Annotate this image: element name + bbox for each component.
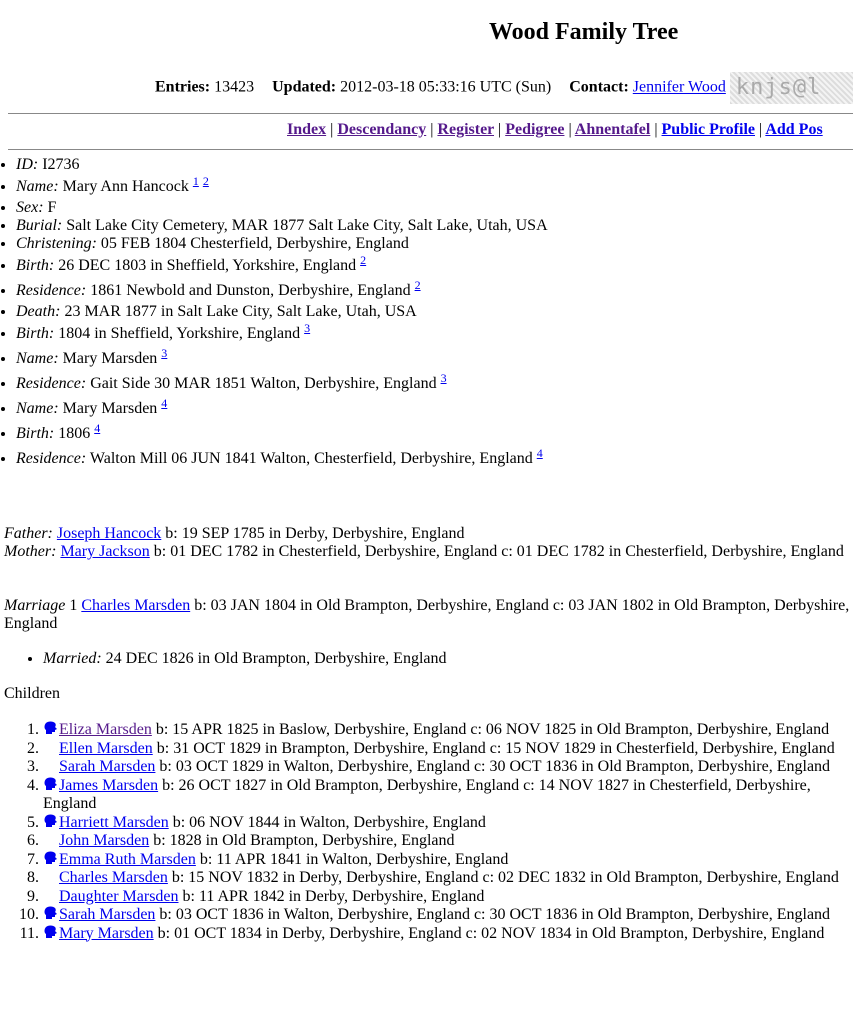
fact-item — [16, 217, 548, 235]
child-details: b: 03 OCT 1836 in Walton, Derbyshire, England c: 30 OCT 1836 in Old Brampton, Derbyshire, England — [155, 906, 831, 923]
child-details: b: 03 OCT 1829 in Walton, Derbyshire, England c: 30 OCT 1836 in Old Brampton, Derbyshire, England — [155, 758, 831, 775]
marriage-row — [4, 597, 853, 633]
source-citation-link[interactable]: 2 — [360, 253, 367, 267]
fact-label: Residence: — [16, 375, 87, 392]
divider — [8, 149, 853, 150]
nav-add-pos[interactable]: Add Pos — [765, 121, 823, 138]
person-silhouette-icon[interactable] — [43, 906, 59, 920]
fact-value: 26 DEC 1803 in Sheffield, Yorkshire, England — [54, 257, 361, 274]
nav-public-profile[interactable]: Public Profile — [661, 121, 755, 138]
fact-value: Walton Mill 06 JUN 1841 Walton, Chesterfield, Derbyshire, England — [86, 450, 537, 467]
divider — [8, 113, 853, 114]
child-details: b: 15 APR 1825 in Baslow, Derbyshire, England c: 06 NOV 1825 in Old Brampton, Derbyshire, England — [151, 721, 830, 738]
fact-label: Sex: — [16, 199, 44, 216]
mother-details: b: 01 DEC 1782 in Chesterfield, Derbyshire, England c: 01 DEC 1782 in Chesterfield, Derbyshire, England — [149, 543, 844, 560]
fact-label: Residence: — [16, 282, 87, 299]
fact-value: Salt Lake City Cemetery, MAR 1877 Salt Lake City, Salt Lake, Utah, USA — [62, 217, 548, 234]
child-details: b: 15 NOV 1832 in Derby, Derbyshire, England c: 02 DEC 1832 in Old Brampton, Derbyshire, England — [167, 869, 839, 886]
child-link[interactable]: James Marsden — [59, 776, 159, 794]
child-item — [43, 906, 853, 925]
updated-label: Updated: — [272, 78, 337, 96]
source-citation-link[interactable]: 4 — [94, 421, 101, 435]
fact-label: Residence: — [16, 450, 87, 467]
nav-register[interactable]: Register — [437, 121, 494, 138]
married-value: 24 DEC 1826 in Old Brampton, Derbyshire, England — [101, 650, 447, 667]
fact-label: Birth: — [16, 425, 55, 442]
fact-value: 1806 — [54, 425, 95, 442]
father-row — [4, 525, 853, 543]
child-details: b: 26 OCT 1827 in Old Brampton, Derbyshire, England c: 14 NOV 1827 in Chesterfield, Derbyshire, England — [43, 776, 811, 812]
mother-row — [4, 543, 853, 561]
child-details: b: 01 OCT 1834 in Derby, Derbyshire, England c: 02 NOV 1834 in Old Brampton, Derbyshire, England — [153, 924, 825, 942]
marriage-number: 1 — [65, 597, 82, 614]
fact-label: Name: — [16, 350, 59, 367]
fact-label: Christening: — [16, 235, 97, 252]
fact-item — [16, 446, 548, 471]
fact-label: Birth: — [16, 325, 55, 342]
fact-item — [16, 346, 548, 371]
person-silhouette-icon[interactable] — [43, 721, 59, 735]
fact-item — [16, 303, 548, 321]
fact-value: 1861 Newbold and Dunston, Derbyshire, England — [86, 282, 415, 299]
nav-separator: | — [568, 121, 572, 138]
source-citation-link[interactable]: 2 — [414, 278, 421, 292]
fact-value: 23 MAR 1877 in Salt Lake City, Salt Lake, Utah, USA — [60, 303, 417, 320]
father-link[interactable]: Joseph Hancock — [56, 525, 162, 542]
fact-value: F — [43, 199, 57, 216]
entries-label: Entries: — [155, 78, 211, 96]
child-item — [43, 758, 853, 777]
nav-pedigree[interactable]: Pedigree — [505, 121, 565, 138]
marriage-facts — [0, 650, 447, 668]
fact-item — [16, 253, 548, 278]
child-item — [43, 888, 853, 907]
marriage-label: Marriage — [4, 597, 66, 614]
married-fact — [43, 650, 447, 668]
fact-label: Birth: — [16, 257, 55, 274]
child-link[interactable]: Emma Ruth Marsden — [59, 850, 196, 868]
fact-value: I2736 — [38, 156, 80, 173]
nav-index[interactable]: Index — [287, 121, 327, 138]
person-silhouette-icon[interactable] — [43, 925, 59, 939]
fact-item — [16, 371, 548, 396]
child-link[interactable]: Harriett Marsden — [59, 813, 169, 831]
child-details: b: 1828 in Old Brampton, Derbyshire, England — [149, 832, 455, 849]
nav-separator: | — [330, 121, 334, 138]
fact-value: Mary Ann Hancock — [58, 178, 193, 195]
fact-value: Gait Side 30 MAR 1851 Walton, Derbyshire, England — [86, 375, 441, 392]
child-details: b: 11 APR 1842 in Derby, Derbyshire, England — [178, 887, 485, 905]
child-item — [43, 832, 853, 851]
nav-descendancy[interactable]: Descendancy — [337, 121, 427, 138]
fact-list — [0, 156, 548, 471]
nav-separator: | — [430, 121, 434, 138]
married-label: Married: — [43, 650, 102, 667]
fact-item — [16, 421, 548, 446]
nav-separator: | — [654, 121, 658, 138]
source-citation-link[interactable]: 4 — [536, 446, 543, 460]
source-citation-link[interactable]: 2 — [202, 174, 209, 188]
nav-separator: | — [498, 121, 502, 138]
children-heading: Children — [4, 685, 60, 702]
child-item — [43, 740, 853, 759]
site-meta — [155, 72, 853, 104]
child-details: b: 11 APR 1841 in Walton, Derbyshire, England — [195, 850, 509, 868]
father-label: Father: — [4, 525, 53, 542]
child-link[interactable]: Eliza Marsden — [59, 721, 152, 738]
contact-link[interactable]: Jennifer Wood — [632, 78, 726, 96]
fact-label: ID: — [16, 156, 39, 173]
source-citation-link[interactable]: 3 — [440, 371, 447, 385]
child-link[interactable]: Sarah Marsden — [59, 906, 156, 923]
page-title: Wood Family Tree — [489, 19, 679, 45]
fact-item — [16, 396, 548, 421]
child-details: b: 31 OCT 1829 in Brampton, Derbyshire, England c: 15 NOV 1829 in Chesterfield, Derbyshire, England — [152, 739, 835, 757]
fact-label: Name: — [16, 400, 59, 417]
fact-value: Mary Marsden — [58, 350, 162, 367]
fact-value: Mary Marsden — [58, 400, 162, 417]
fact-item — [16, 174, 548, 199]
mother-label: Mother: — [4, 543, 57, 560]
person-silhouette-icon[interactable] — [43, 851, 59, 865]
child-item — [43, 925, 853, 944]
fact-item — [16, 278, 548, 303]
child-link[interactable]: Daughter Marsden — [59, 887, 179, 905]
spouse-link[interactable]: Charles Marsden — [81, 597, 191, 614]
source-citation-link[interactable]: 3 — [304, 321, 311, 335]
child-item — [43, 851, 853, 870]
fact-item — [16, 321, 548, 346]
nav-separator: | — [759, 121, 763, 138]
child-link[interactable]: Mary Marsden — [59, 924, 154, 942]
child-details: b: 06 NOV 1844 in Walton, Derbyshire, England — [168, 813, 486, 831]
child-item — [43, 869, 853, 888]
updated-timestamp: 2012-03-18 05:33:16 UTC (Sun) — [340, 78, 552, 96]
fact-item — [16, 199, 548, 217]
spouse-details: b: 03 JAN 1804 in Old Brampton, Derbyshire, England c: 03 JAN 1802 in Old Brampton, Derbyshire, England — [4, 597, 850, 632]
contact-label: Contact: — [569, 78, 629, 96]
child-link[interactable]: John Marsden — [59, 832, 150, 849]
fact-value: 05 FEB 1804 Chesterfield, Derbyshire, England — [96, 235, 409, 252]
children-list — [0, 721, 853, 943]
fact-label: Name: — [16, 178, 59, 195]
source-citation-link[interactable]: 3 — [161, 346, 168, 360]
child-item — [43, 777, 853, 814]
child-item — [43, 721, 853, 740]
parents — [4, 525, 853, 561]
child-link[interactable]: Sarah Marsden — [59, 758, 156, 775]
child-link[interactable]: Charles Marsden — [59, 869, 168, 886]
father-details: b: 19 SEP 1785 in Derby, Derbyshire, England — [161, 525, 465, 542]
child-link[interactable]: Ellen Marsden — [59, 739, 153, 757]
source-citation-link[interactable]: 4 — [161, 396, 168, 410]
fact-label: Death: — [16, 303, 61, 320]
person-silhouette-icon[interactable] — [43, 777, 59, 791]
source-citation-link[interactable]: 1 — [192, 174, 199, 188]
person-silhouette-icon[interactable] — [43, 814, 59, 828]
fact-label: Burial: — [16, 217, 63, 234]
child-item — [43, 814, 853, 833]
fact-value: 1804 in Sheffield, Yorkshire, England — [54, 325, 305, 342]
fact-item — [16, 235, 548, 253]
mother-link[interactable]: Mary Jackson — [60, 543, 150, 560]
nav-bar — [287, 121, 823, 139]
email-captcha-image: knjs@l — [730, 72, 853, 104]
nav-ahnentafel[interactable]: Ahnentafel — [574, 121, 651, 138]
entries-count: 13423 — [214, 78, 255, 96]
fact-item — [16, 156, 548, 174]
